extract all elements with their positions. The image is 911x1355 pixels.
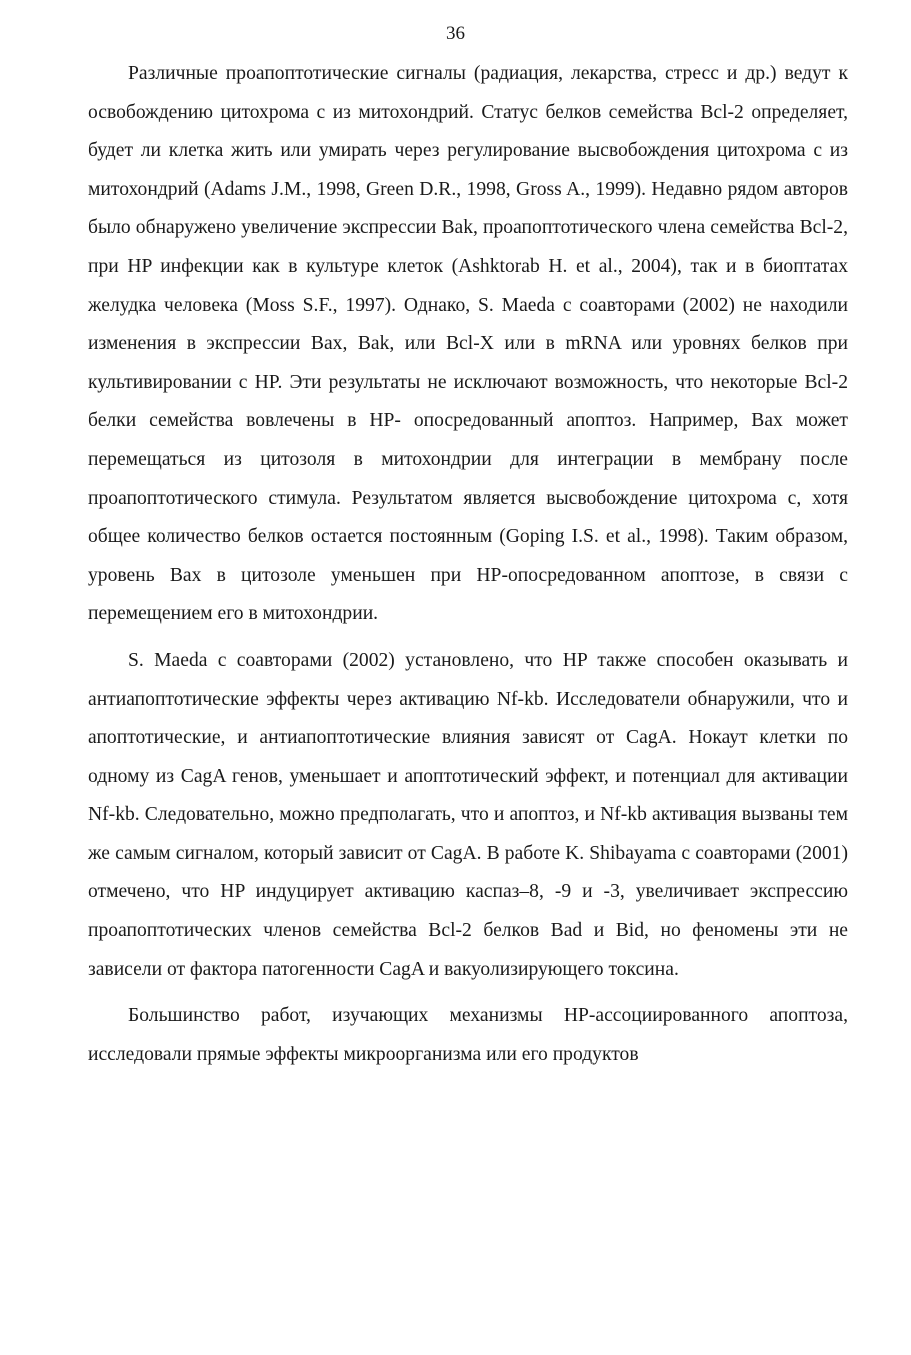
paragraph-3: Большинство работ, изучающих механизмы HP-ассоциированного апоптоза, исследовали прямые эффекты микроорганизма или его продуктов — [88, 1005, 848, 1065]
paragraph-1: Различные проапоптотические сигналы (радиация, лекарства, стресс и др.) ведут к освобождению цитохрома c из митохондрий. Статус белков семейства Bcl-2 определяет, будет ли клетка жить или умирать через регулирование высвобождения цитохрома c из митохондрий (Adams J.M., 1998, Green D.R., 1998, Gross A., 1999). Недавно рядом авторов было обнаружено увеличение экспрессии Bak, проапоптотического члена семейства Bcl-2, при HP инфекции как в культуре клеток (Ashktorab H. et al., 2004), так и в биоптатах желудка человека (Moss S.F., 1997). Однако, S. Maeda с соавторами (2002) не находили изменения в экспрессии Bax, Bak, или Bcl-X или в mRNA или уровнях белков при культивировании с HP. Эти результаты не исключают возможность, что некоторые Bcl-2 белки семейства вовлечены в HP- опосредованный апоптоз. Например, Bax может перемещаться из цитозоля в митохондрии для интеграции в мембрану после проапоптотического стимула. Результатом является высвобождение цитохрома c, хотя общее количество белков остается постоянным (Goping I.S. et al., 1998). Таким образом, уровень Bax в цитозоле уменьшен при HP-опосредованном апоптозе, в связи с перемещением его в митохондрии. — [88, 63, 848, 625]
page-number: 36 — [446, 23, 465, 44]
paragraph-2: S. Maeda с соавторами (2002) установлено, что HP также способен оказывать и антиапоптотические эффекты через активацию Nf-kb. Исследователи обнаружили, что и апоптотические, и антиапоптотические влияния зависят от CagA. Нокаут клетки по одному из CagA генов, уменьшает и апоптотический эффект, и потенциал для активации Nf-kb. Следовательно, можно предполагать, что и апоптоз, и Nf-kb активация вызваны тем же самым сигналом, который зависит от CagA. В работе K. Shibayama с соавторами (2001) отмечено, что HP индуцирует активацию каспаз–8, -9 и -3, увеличивает экспрессию проапоптотических членов семейства Bcl-2 белков Bad и Bid, но феномены эти не зависели от фактора патогенности CagA и вакуолизирующего токсина. — [88, 649, 848, 980]
body-text — [88, 55, 848, 1074]
